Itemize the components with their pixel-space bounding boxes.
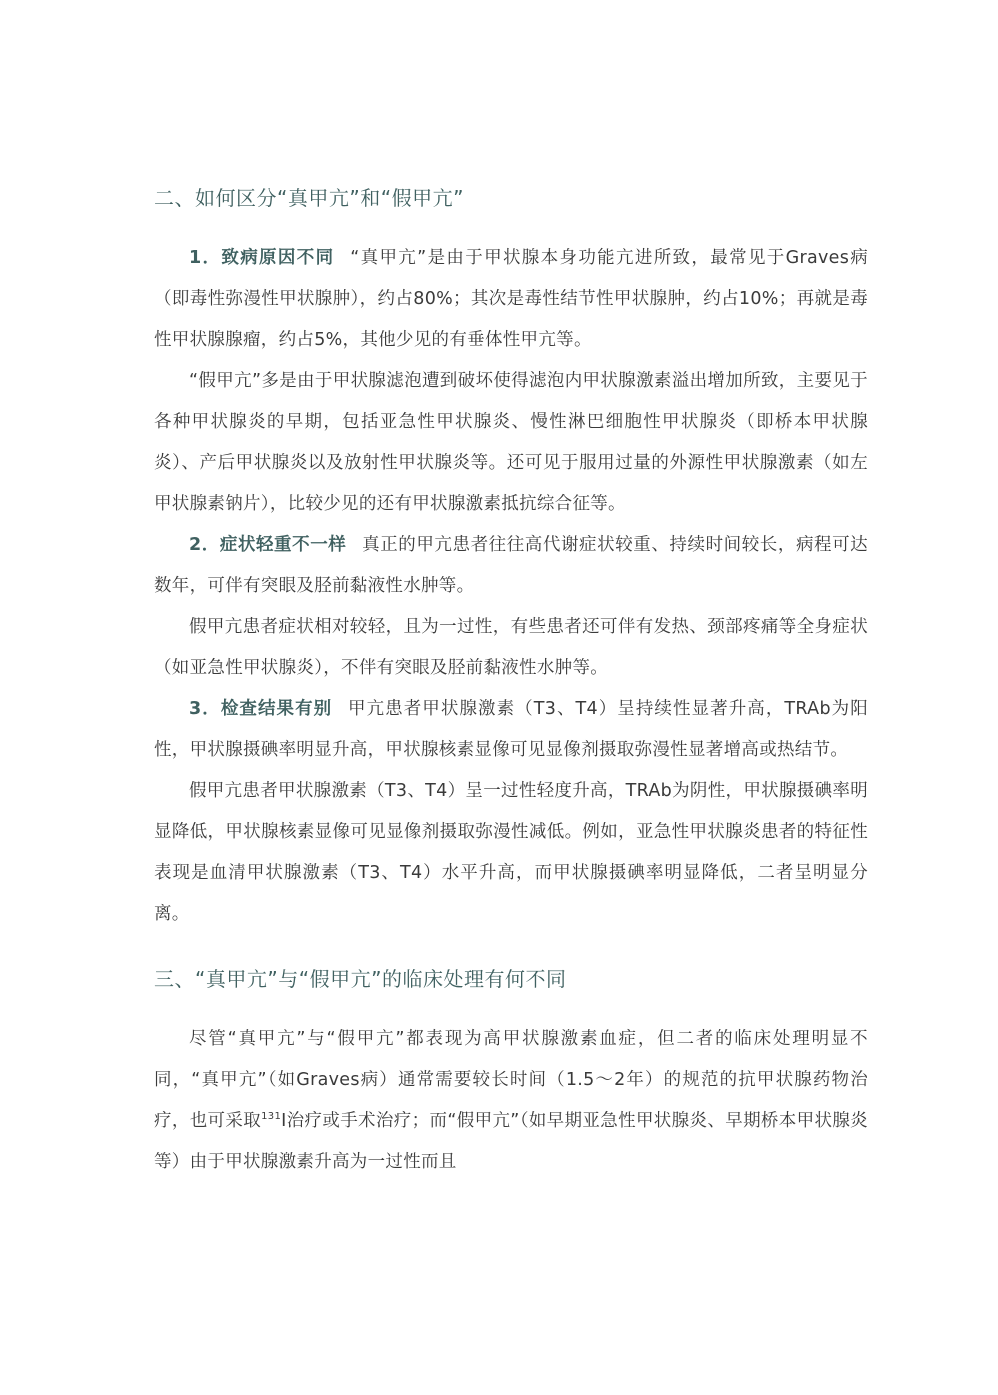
paragraph-symptoms xyxy=(154,525,868,607)
paragraph-false-tests xyxy=(154,771,868,935)
paragraph-text: “假甲亢”多是由于甲状腺滤泡遭到破坏使得滤泡内甲状腺激素溢出增加所致，主要见于各种甲状腺炎的早期，包括亚急性甲状腺炎、慢性淋巴细胞性甲状腺炎（即桥本甲状腺炎）、产后甲状腺炎以及放射性甲状腺炎等。还可见于服用过量的外源性甲状腺激素（如左甲状腺素钠片），比较少见的还有甲状腺激素抵抗综合征等。 xyxy=(154,371,868,514)
subheading-tests: 3．检查结果有别 xyxy=(189,699,333,719)
section-3-heading: 三、“真甲亢”与“假甲亢”的临床处理有何不同 xyxy=(154,967,567,991)
paragraph-false-cause xyxy=(154,361,868,525)
paragraph-treatment xyxy=(154,1019,868,1183)
paragraph-text: 真正的甲亢患者往往高代谢症状较重、持续时间较长，病程可达数年，可伴有突眼及胫前黏液性水肿等。 xyxy=(154,535,868,596)
document-page xyxy=(154,178,868,1183)
paragraph-text: 假甲亢患者症状相对较轻，且为一过性，有些患者还可伴有发热、颈部疼痛等全身症状（如亚急性甲状腺炎），不伴有突眼及胫前黏液性水肿等。 xyxy=(154,617,868,678)
paragraph-text: I治疗或手术治疗；而“假甲亢”（如早期亚急性甲状腺炎、早期桥本甲状腺炎等）由于甲状腺激素升高为一过性而且 xyxy=(154,1111,868,1172)
superscript-isotope: 131 xyxy=(261,1111,282,1122)
subheading-symptoms: 2．症状轻重不一样 xyxy=(189,535,347,555)
paragraph-text: 假甲亢患者甲状腺激素（T3、T4）呈一过性轻度升高，TRAb为阴性，甲状腺摄碘率明显降低，甲状腺核素显像可见显像剂摄取弥漫性减低。例如，亚急性甲状腺炎患者的特征性表现是血清甲状腺激素（T3、T4）水平升高，而甲状腺摄碘率明显降低，二者呈明显分离。 xyxy=(154,781,868,924)
paragraph-text: 尽管“真甲亢”与“假甲亢”都表现为高甲状腺激素血症，但二者的临床处理明显不同，“真甲亢”（如Graves病）通常需要较长时间（1.5～2年）的规范的抗甲状腺药物治疗，也可采取 xyxy=(154,1029,868,1131)
paragraph-tests xyxy=(154,689,868,771)
paragraph-cause xyxy=(154,238,868,361)
paragraph-false-symptoms xyxy=(154,607,868,689)
paragraph-text: 甲亢患者甲状腺激素（T3、T4）呈持续性显著升高，TRAb为阳性，甲状腺摄碘率明显升高，甲状腺核素显像可见显像剂摄取弥漫性显著增高或热结节。 xyxy=(154,699,868,760)
paragraph-text: “真甲亢”是由于甲状腺本身功能亢进所致，最常见于Graves病（即毒性弥漫性甲状腺肿），约占80%；其次是毒性结节性甲状腺肿，约占10%；再就是毒性甲状腺腺瘤，约占5%，其他少见的有垂体性甲亢等。 xyxy=(154,248,869,350)
subheading-cause: 1．致病原因不同 xyxy=(189,248,335,268)
section-2-heading: 二、如何区分“真甲亢”和“假甲亢” xyxy=(154,186,464,210)
